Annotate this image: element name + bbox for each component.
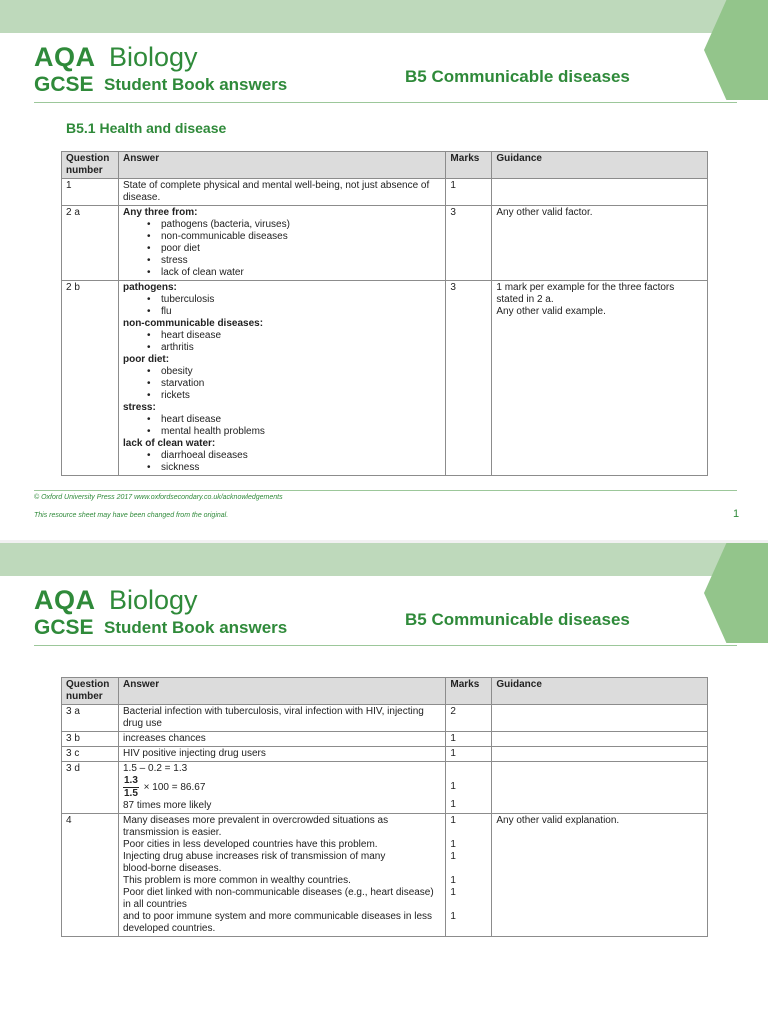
answer-cell: Bacterial infection with tuberculosis, viral infection with HIV, injecting drug use <box>118 705 445 732</box>
bullet-list <box>123 414 441 438</box>
mark-line: 1 <box>450 875 456 886</box>
bullet-list <box>123 450 441 474</box>
answer-cell: State of complete physical and mental well-being, not just absence of disease. <box>118 179 445 206</box>
bullet-list <box>123 330 441 354</box>
mark-line: 1 <box>450 815 456 826</box>
list-item: • mental health problems <box>161 426 441 438</box>
fraction-rest: × 100 = 86.67 <box>143 782 206 794</box>
question-number: 2 a <box>62 206 119 281</box>
table-header-row <box>62 152 708 179</box>
page-number: 1 <box>733 508 740 520</box>
bullet-list <box>123 366 441 402</box>
marks-cell: 1 <box>446 747 492 762</box>
header-divider <box>34 102 737 103</box>
header-divider <box>34 645 737 646</box>
list-item: • sickness <box>161 462 441 474</box>
mark-line: 1 <box>450 799 456 810</box>
list-item: • lack of clean water <box>161 267 441 279</box>
answer-cell <box>118 762 445 814</box>
answers-table-1 <box>61 151 708 476</box>
page-2 <box>0 543 768 1024</box>
header-marks: Marks <box>446 152 492 179</box>
marks-cell: 1 <box>446 179 492 206</box>
answer-line: Injecting drug abuse increases risk of transmission of many <box>122 851 386 862</box>
bullet-list <box>123 219 441 279</box>
fraction <box>123 775 139 800</box>
header-guidance: Guidance <box>492 678 708 705</box>
question-number: 4 <box>62 814 119 937</box>
answer-line: transmission is easier. <box>122 827 222 838</box>
answer-line: blood-borne diseases. <box>122 863 222 874</box>
answers-table-2 <box>61 677 708 937</box>
logo-aqa: AQA <box>34 42 96 72</box>
list-item: • rickets <box>161 390 441 402</box>
answer-lead: Any three from: <box>122 207 198 218</box>
marks-cell: 1 <box>446 732 492 747</box>
group-label: non-communicable diseases: <box>122 318 264 329</box>
table-row <box>62 281 708 476</box>
answer-cell <box>118 281 445 476</box>
table-row <box>62 747 708 762</box>
list-item: • obesity <box>161 366 441 378</box>
answer-line: This problem is more common in wealthy countries. <box>122 875 351 886</box>
answer-line: Many diseases more prevalent in overcrowded situations as <box>122 815 389 826</box>
guidance-cell <box>492 732 708 747</box>
question-number: 3 c <box>62 747 119 762</box>
table-header-row <box>62 678 708 705</box>
fraction-numerator: 1.3 <box>123 775 138 786</box>
header-guidance: Guidance <box>492 152 708 179</box>
list-item: • starvation <box>161 378 441 390</box>
section-title: B5.1 Health and disease <box>66 120 227 136</box>
logo-biology: Biology <box>109 585 198 615</box>
list-item: • pathogens (bacteria, viruses) <box>161 219 441 231</box>
table-row <box>62 705 708 732</box>
footer-note: This resource sheet may have been changed from the original. <box>34 512 229 519</box>
logo-biology: Biology <box>109 42 198 72</box>
header-band <box>0 543 768 576</box>
answer-line: 1.5 – 0.2 = 1.3 <box>122 763 188 774</box>
table-row <box>62 179 708 206</box>
footer-copyright: © Oxford University Press 2017 www.oxfordsecondary.co.uk/acknowledgements <box>34 494 283 501</box>
logo-aqa: AQA <box>34 585 96 615</box>
guidance-cell <box>492 281 708 476</box>
answer-cell: HIV positive injecting drug users <box>118 747 445 762</box>
list-item: • stress <box>161 255 441 267</box>
marks-cell: 2 <box>446 705 492 732</box>
mark-line <box>450 863 487 875</box>
answer-cell: increases chances <box>118 732 445 747</box>
guidance-cell: Any other valid explanation. <box>492 814 708 937</box>
subtitle-student-book: Student Book answers <box>104 75 288 94</box>
header-question: Question number <box>62 152 119 179</box>
answer-line: Poor cities in less developed countries have this problem. <box>122 839 378 850</box>
answer-line: in all countries <box>122 899 187 910</box>
answer-line-fraction <box>123 775 441 800</box>
table-row <box>62 762 708 814</box>
guidance-cell <box>492 179 708 206</box>
question-number: 2 b <box>62 281 119 476</box>
logo-gcse: GCSE <box>34 616 94 639</box>
group-label: lack of clean water: <box>122 438 216 449</box>
footer-divider <box>34 490 737 491</box>
group-label: poor diet: <box>122 354 170 365</box>
answer-cell <box>118 206 445 281</box>
list-item: • poor diet <box>161 243 441 255</box>
header-answer: Answer <box>118 678 445 705</box>
group-label: stress: <box>122 402 156 413</box>
mark-line <box>450 827 487 839</box>
list-item: • flu <box>161 306 441 318</box>
bullet-list <box>123 294 441 318</box>
list-item: • arthritis <box>161 342 441 354</box>
answer-line: 87 times more likely <box>122 800 212 811</box>
list-item: • heart disease <box>161 330 441 342</box>
mark-line: 1 <box>450 887 456 898</box>
subtitle-student-book: Student Book answers <box>104 618 288 637</box>
answer-line: developed countries. <box>122 923 216 934</box>
fraction-denominator: 1.5 <box>123 788 138 799</box>
logo-gcse: GCSE <box>34 73 94 96</box>
question-number: 3 d <box>62 762 119 814</box>
list-item: • non-communicable diseases <box>161 231 441 243</box>
marks-cell <box>446 762 492 814</box>
marks-cell: 3 <box>446 281 492 476</box>
question-number: 1 <box>62 179 119 206</box>
guidance-cell <box>492 762 708 814</box>
mark-line: 1 <box>450 839 456 850</box>
mark-line <box>450 763 487 775</box>
list-item: • tuberculosis <box>161 294 441 306</box>
mark-line: 1 <box>450 781 456 792</box>
question-number: 3 a <box>62 705 119 732</box>
list-item: • diarrhoeal diseases <box>161 450 441 462</box>
table-row <box>62 814 708 937</box>
header-question: Question number <box>62 678 119 705</box>
guidance-line: Any other valid example. <box>496 306 606 317</box>
guidance-cell <box>492 705 708 732</box>
marks-cell <box>446 814 492 937</box>
header-marks: Marks <box>446 678 492 705</box>
guidance-line: 1 mark per example for the three factors stated in 2 a. <box>496 282 675 305</box>
mark-line: 1 <box>450 851 456 862</box>
answer-cell <box>118 814 445 937</box>
mark-line <box>450 899 487 911</box>
guidance-cell: Any other valid factor. <box>492 206 708 281</box>
guidance-cell <box>492 747 708 762</box>
table-row <box>62 206 708 281</box>
question-number: 3 b <box>62 732 119 747</box>
mark-line <box>450 923 487 935</box>
answer-line: Poor diet linked with non-communicable diseases (e.g., heart disease) <box>122 887 434 898</box>
header-band <box>0 0 768 33</box>
mark-line: 1 <box>450 911 456 922</box>
header-answer: Answer <box>118 152 445 179</box>
group-label: pathogens: <box>122 282 177 293</box>
chapter-title: B5 Communicable diseases <box>405 610 630 629</box>
marks-cell: 3 <box>446 206 492 281</box>
answer-line: and to poor immune system and more communicable diseases in less <box>122 911 433 922</box>
chapter-title: B5 Communicable diseases <box>405 67 630 86</box>
table-row <box>62 732 708 747</box>
list-item: • heart disease <box>161 414 441 426</box>
